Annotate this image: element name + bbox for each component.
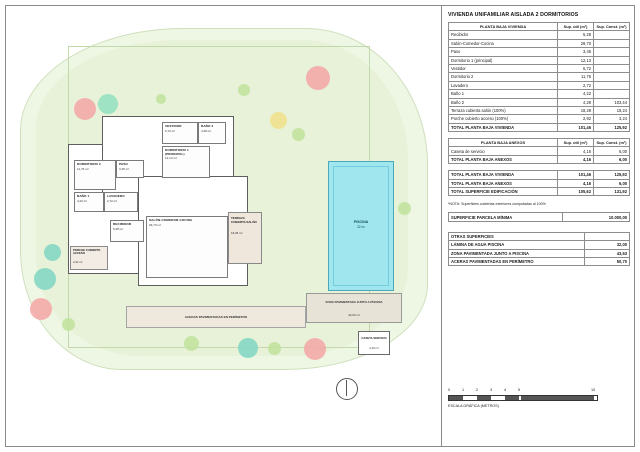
scale-tick: 0	[448, 388, 451, 392]
terraza-area: 18,28 m²	[231, 231, 243, 235]
table-resumen-superficies	[448, 170, 630, 196]
perimeter-paths-zone	[126, 306, 306, 328]
col-header-name: PLANTA BAJA ANEXOS	[449, 139, 558, 147]
cell-const: 19,24	[594, 106, 630, 114]
cell-const: 131,92	[594, 188, 630, 196]
cell-util: 105,62	[558, 188, 594, 196]
pool-label: PISCINA	[353, 220, 369, 224]
terraza-cubierta-salon	[228, 212, 262, 264]
col-header-const: Sup. Const. (m²)	[594, 139, 630, 147]
table-row	[449, 241, 630, 249]
cell-name: LÁMINA DE AGUA PISCINA	[449, 241, 585, 249]
cell-util: 4,22	[558, 90, 594, 98]
cell-value: 43,63	[585, 249, 630, 257]
scale-ticks	[448, 388, 630, 395]
cell-value: 32,00	[585, 241, 630, 249]
tree-icon	[184, 336, 199, 351]
cell-util: 5,28	[558, 31, 594, 39]
cell-name: Baño 1	[449, 90, 558, 98]
service-hut-label: CASETA SERVICIO	[361, 336, 387, 340]
room-area: 11,76 m²	[77, 166, 89, 171]
cell-name: SUPERFICIE PARCELA MÍNIMA	[449, 213, 563, 221]
table-row	[449, 106, 630, 114]
pool-pavement-area: 43,63 m²	[348, 313, 360, 317]
scale-tick: 3	[490, 388, 493, 392]
cell-name: TOTAL PLANTA BAJA ANEXOS	[449, 155, 558, 163]
tree-icon	[238, 338, 258, 358]
tree-icon	[62, 318, 75, 331]
cell-util: 4,16	[558, 147, 594, 155]
cell-util: 18,28	[558, 106, 594, 114]
table-header-row	[449, 23, 630, 31]
table-planta-baja-vivienda	[448, 22, 630, 132]
cell-value	[585, 232, 630, 240]
table-row	[449, 81, 630, 89]
scale-tick: 5	[518, 388, 521, 392]
cell-name: Caseta de servicio	[449, 147, 558, 155]
cell-util: 4,16	[558, 155, 594, 163]
service-hut-area: 4,16 m²	[369, 346, 379, 350]
room-label: DORMITORIO 1 (PRINCIPAL)	[165, 148, 189, 156]
room-label: RECIBIDOR	[113, 222, 132, 226]
tree-icon	[270, 112, 287, 129]
cell-const	[594, 56, 630, 64]
tree-icon	[304, 338, 326, 360]
cell-name: TOTAL PLANTA BAJA ANEXOS	[449, 179, 558, 187]
table-row	[449, 115, 630, 123]
tree-icon	[268, 342, 281, 355]
room-area: 6,72 m²	[165, 128, 176, 133]
cell-util: 29,70	[558, 39, 594, 47]
table-row	[449, 147, 630, 155]
cell-name: Dormitorio 2	[449, 73, 558, 81]
room-label: LAVADERO	[107, 194, 125, 198]
table-row	[449, 179, 630, 187]
col-header-name: PLANTA BAJA VIVIENDA	[449, 23, 558, 31]
room-label: PASO	[119, 162, 128, 166]
table-row	[449, 90, 630, 98]
cell-name: Vestidor	[449, 64, 558, 72]
tree-icon	[44, 244, 61, 261]
table-row	[449, 73, 630, 81]
cell-util: 2,92	[558, 115, 594, 123]
room-label: VESTIDOR	[165, 124, 182, 128]
table-row	[449, 31, 630, 39]
cell-const	[594, 64, 630, 72]
room-label: SALÓN-COMEDOR-COCINA	[149, 218, 193, 222]
cell-util: 101,46	[558, 171, 594, 179]
cell-const	[594, 31, 630, 39]
pool-pavement-zone	[306, 293, 402, 323]
scale-bar	[448, 395, 598, 401]
cell-const	[594, 81, 630, 89]
room-area: 4,28 m²	[201, 128, 212, 133]
cell-name: Dormitorio 1 (principal)	[449, 56, 558, 64]
terraza-label: TERRAZA CUBIERTA SALÓN	[231, 216, 257, 224]
tree-icon	[398, 202, 411, 215]
sheet-divider	[441, 5, 442, 447]
table-row	[449, 249, 630, 257]
room-vestidor	[162, 122, 198, 144]
cell-util: 101,46	[558, 123, 594, 131]
tree-icon	[156, 94, 166, 104]
col-header-util: Sup. útil (m²)	[558, 23, 594, 31]
room-area: 29,70 m²	[149, 222, 161, 227]
room-area: 12,13 m²	[165, 156, 177, 160]
area-schedule-panel	[448, 12, 630, 272]
tree-icon	[34, 268, 56, 290]
cell-const	[594, 90, 630, 98]
room-bano-2	[198, 122, 226, 144]
cell-name: Terraza cubierta salón (100%)	[449, 106, 558, 114]
scale-tick: 10	[591, 388, 596, 392]
porche-area: 2,92 m²	[73, 260, 83, 264]
cell-name: Lavadero	[449, 81, 558, 89]
surface-note: *NOTA: Superficies cubiertas exteriores computadas al 100%	[448, 202, 546, 207]
table-row	[449, 188, 630, 196]
room-label: BAÑO 2	[201, 124, 214, 128]
cell-const: 125,92	[594, 123, 630, 131]
table-header-row	[449, 232, 630, 240]
room-dormitorio-2	[74, 160, 116, 190]
cell-value: 10.000,00	[563, 213, 630, 221]
cell-value: 50,70	[585, 257, 630, 265]
scale-caption: ESCALA GRÁFICA (METROS)	[448, 404, 499, 408]
cell-util: 12,13	[558, 56, 594, 64]
cell-const	[594, 73, 630, 81]
graphic-scale	[448, 388, 630, 408]
room-area: 5,28 m²	[113, 226, 124, 231]
room-salon-comedor-cocina	[146, 216, 228, 278]
scale-tick: 4	[504, 388, 507, 392]
cell-const: 6,00	[594, 155, 630, 163]
table-row	[449, 39, 630, 47]
site-plan	[6, 6, 440, 446]
cell-name: TOTAL PLANTA BAJA VIVIENDA	[449, 123, 558, 131]
cell-const	[594, 48, 630, 56]
pool-pavement-label: ZONA PAVIMENTADA JUNTO A PISCINA	[325, 300, 383, 304]
cell-util: 2,72	[558, 81, 594, 89]
cell-util: 6,72	[558, 64, 594, 72]
sheet-title: VIVIENDA UNIFAMILIAR AISLADA 2 DORMITORIOS	[448, 12, 579, 18]
swimming-pool	[328, 161, 394, 291]
table-header-row	[449, 139, 630, 147]
tree-icon	[238, 84, 250, 96]
room-label: BAÑO 1	[77, 194, 90, 198]
cell-const: 6,00	[594, 179, 630, 187]
cell-const	[594, 39, 630, 47]
cell-const: 125,92	[594, 171, 630, 179]
cell-util: 4,16	[558, 179, 594, 187]
room-recibidor	[110, 220, 144, 242]
room-dormitorio-1	[162, 146, 210, 178]
porche-acceso	[70, 246, 108, 270]
scale-tick: 2	[476, 388, 479, 392]
scale-tick: 1	[462, 388, 465, 392]
table-row	[449, 64, 630, 72]
table-total-row	[449, 155, 630, 163]
cell-const: 3,24	[594, 115, 630, 123]
cell-const: 103,44	[594, 98, 630, 106]
room-area: 2,72 m²	[107, 198, 118, 203]
cell-name: ACERAS PAVIMENTADAS EN PERÍMETRO	[449, 257, 585, 265]
pool-area: 32 m²	[356, 225, 366, 229]
table-row	[449, 257, 630, 265]
room-label: DORMITORIO 2	[77, 162, 101, 166]
tree-icon	[306, 66, 330, 90]
table-row	[449, 213, 630, 221]
house-footprint	[68, 116, 264, 306]
col-header-const: Sup. Const. (m²)	[594, 23, 630, 31]
table-row	[449, 48, 630, 56]
tree-icon	[292, 128, 305, 141]
cell-name: TOTAL PLANTA BAJA VIVIENDA	[449, 171, 558, 179]
table-otras-superficies	[448, 232, 630, 267]
col-header-util: Sup. útil (m²)	[558, 139, 594, 147]
north-compass-icon	[336, 378, 358, 400]
room-lavadero	[104, 192, 138, 212]
cell-name: Baño 2	[449, 98, 558, 106]
perimeter-paths-label: ACERAS PAVIMENTADAS EN PERÍMETRO	[184, 315, 248, 319]
cell-name: OTRAS SUPERFICIES	[449, 232, 585, 240]
cell-name: Paso	[449, 48, 558, 56]
cell-util: 11,76	[558, 73, 594, 81]
room-area: 3,45 m²	[119, 166, 130, 171]
cell-name: Recibidor	[449, 31, 558, 39]
room-area: 4,22 m²	[77, 198, 88, 203]
room-paso	[116, 160, 144, 178]
table-row	[449, 98, 630, 106]
tree-icon	[98, 94, 118, 114]
cell-name: ZONA PAVIMENTADA JUNTO A PISCINA	[449, 249, 585, 257]
tree-icon	[30, 298, 52, 320]
cell-name: TOTAL SUPERFICIE EDIFICACIÓN	[449, 188, 558, 196]
cell-util: 3,45	[558, 48, 594, 56]
table-total-row	[449, 123, 630, 131]
cell-name: Salón-Comedor-Cocina	[449, 39, 558, 47]
table-row	[449, 56, 630, 64]
cell-name: Porche cubierto acceso (100%)	[449, 115, 558, 123]
cell-util: 4,28	[558, 98, 594, 106]
porche-label: PORCHE CUBIERTO ACCESO	[73, 248, 101, 256]
table-planta-baja-anexos	[448, 138, 630, 164]
cell-const: 6,00	[594, 147, 630, 155]
room-bano-1	[74, 192, 104, 212]
service-hut	[358, 331, 390, 355]
table-row	[449, 171, 630, 179]
table-parcela-minima	[448, 212, 630, 221]
